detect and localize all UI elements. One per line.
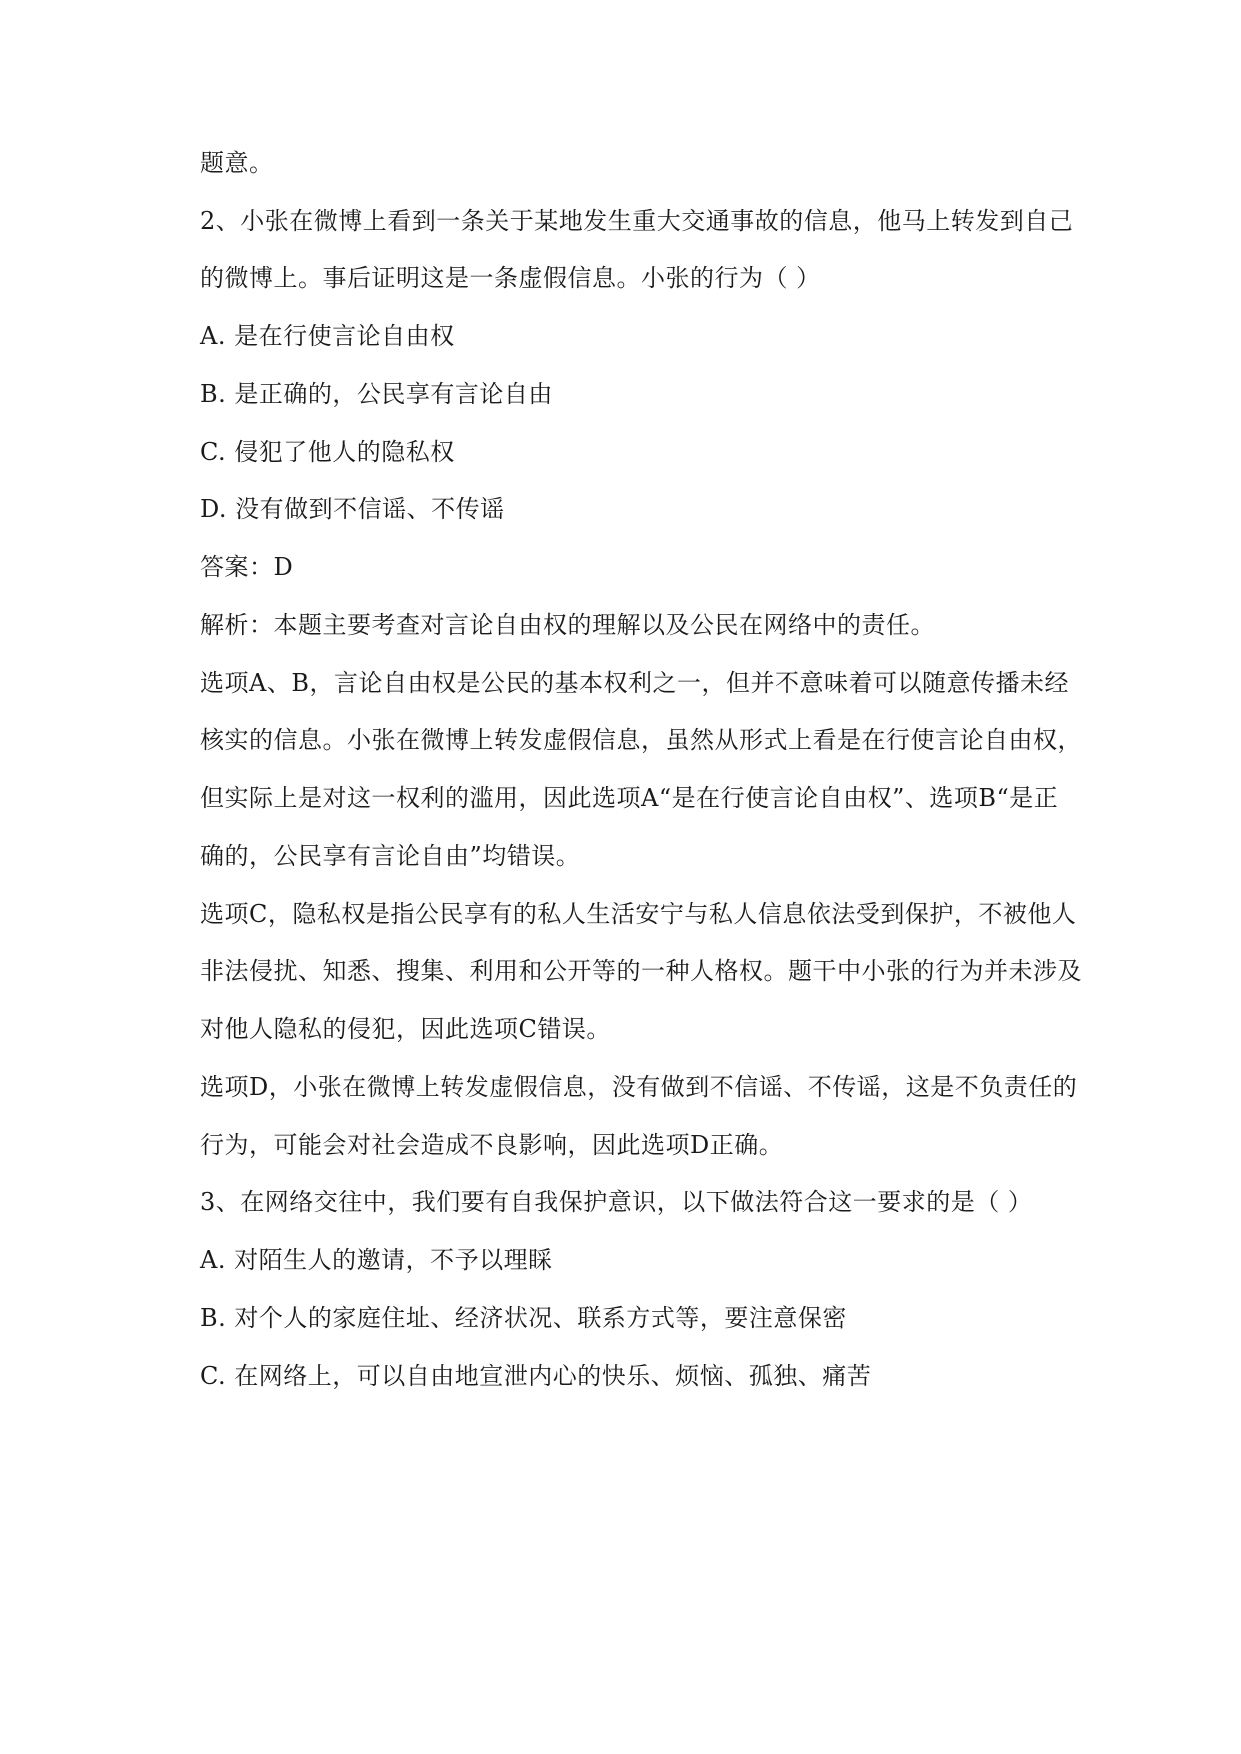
question-3-option-c: C. 在网络上，可以自由地宣泄内心的快乐、烦恼、孤独、痛苦 — [200, 1362, 872, 1390]
analysis-d-line-2: 行为，可能会对社会造成不良影响，因此选项D正确。 — [200, 1131, 784, 1159]
question-3-option-a: A. 对陌生人的邀请，不予以理睬 — [200, 1246, 553, 1274]
text-line-continuation: 题意。 — [200, 149, 274, 177]
question-3-option-b: B. 对个人的家庭住址、经济状况、联系方式等，要注意保密 — [200, 1304, 847, 1332]
analysis-c-line-3: 对他人隐私的侵犯，因此选项C错误。 — [200, 1015, 611, 1043]
analysis-ab-line-4: 确的，公民享有言论自由”均错误。 — [200, 842, 581, 870]
question-2-stem-line-1: 2、小张在微博上看到一条关于某地发生重大交通事故的信息，他马上转发到自己 — [200, 207, 1074, 235]
question-2-option-c: C. 侵犯了他人的隐私权 — [200, 438, 455, 466]
question-2-stem-line-2: 的微博上。事后证明这是一条虚假信息。小张的行为（ ） — [200, 264, 821, 292]
analysis-c-line-2: 非法侵扰、知悉、搜集、利用和公开等的一种人格权。题干中小张的行为并未涉及 — [200, 957, 1082, 985]
analysis-c-line-1: 选项C，隐私权是指公民享有的私人生活安宁与私人信息依法受到保护，不被他人 — [200, 900, 1077, 928]
question-2-analysis-intro: 解析：本题主要考查对言论自由权的理解以及公民在网络中的责任。 — [200, 611, 935, 639]
analysis-d-line-1: 选项D，小张在微博上转发虚假信息，没有做到不信谣、不传谣，这是不负责任的 — [200, 1073, 1078, 1101]
question-3-stem: 3、在网络交往中，我们要有自我保护意识，以下做法符合这一要求的是（ ） — [200, 1188, 1033, 1216]
question-2-option-a: A. 是在行使言论自由权 — [200, 322, 455, 350]
question-2-option-b: B. 是正确的，公民享有言论自由 — [200, 380, 553, 408]
analysis-ab-line-3: 但实际上是对这一权利的滥用，因此选项A“是在行使言论自由权”、选项B“是正 — [200, 784, 1059, 812]
analysis-ab-line-2: 核实的信息。小张在微博上转发虚假信息，虽然从形式上看是在行使言论自由权， — [200, 726, 1082, 754]
question-2-option-d: D. 没有做到不信谣、不传谣 — [200, 495, 505, 523]
analysis-ab-line-1: 选项A、B，言论自由权是公民的基本权利之一，但并不意味着可以随意传播未经 — [200, 669, 1069, 697]
question-2-answer: 答案：D — [200, 553, 294, 581]
